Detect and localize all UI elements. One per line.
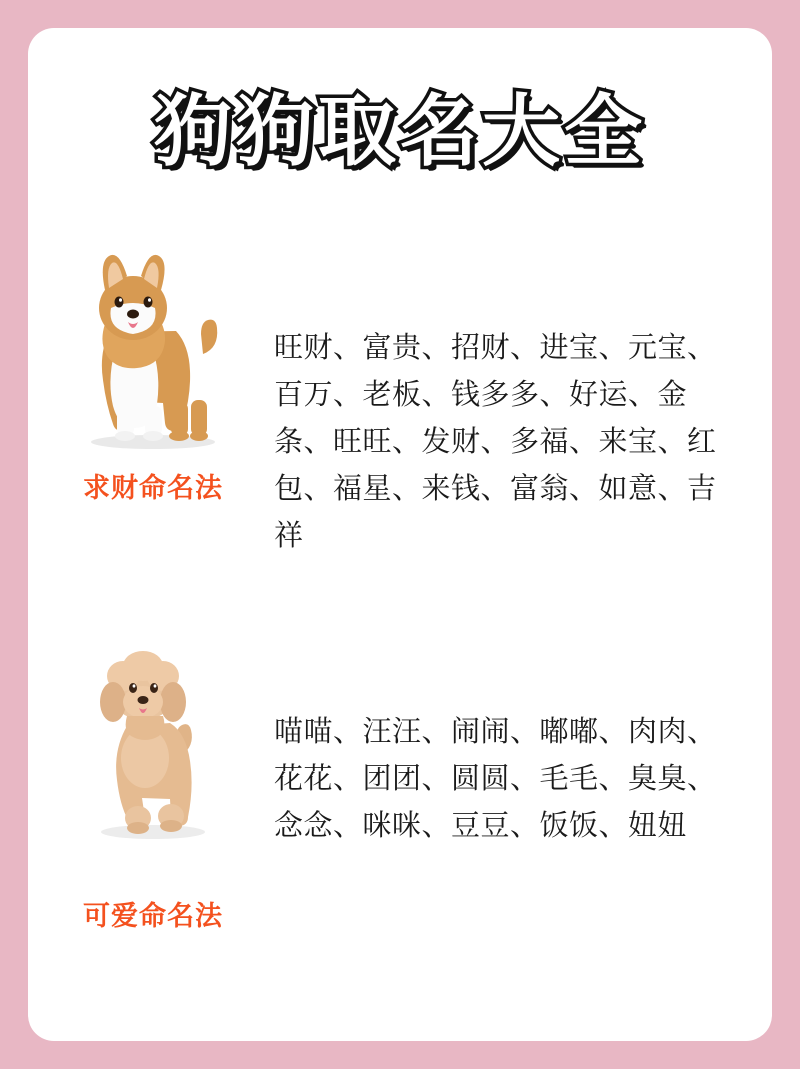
corgi-dog-photo [53,246,253,456]
page-title: 狗狗取名大全 [153,87,646,177]
section-wealth-names [28,246,772,576]
corgi-illustration [53,246,253,456]
section-names-text: 旺财、富贵、招财、进宝、元宝、百万、老板、钱多多、好运、金条、旺旺、发财、多福、来宝、红包、福星、来钱、富翁、如意、吉祥 [274,330,717,552]
poodle-illustration [53,636,253,846]
photo-column [48,636,258,933]
title-container [28,87,772,177]
section-names-text: 喵喵、汪汪、闹闹、嘟嘟、肉肉、花花、团团、圆圆、毛毛、臭臭、念念、咪咪、豆豆、饭饭、妞妞 [274,714,717,842]
section-label: 可爱命名法 [83,901,223,932]
poodle-dog-photo [53,636,253,846]
poster-card [28,28,772,1041]
section-label: 求财命名法 [83,473,223,504]
section-cute-names [28,636,772,966]
photo-column [48,246,258,505]
